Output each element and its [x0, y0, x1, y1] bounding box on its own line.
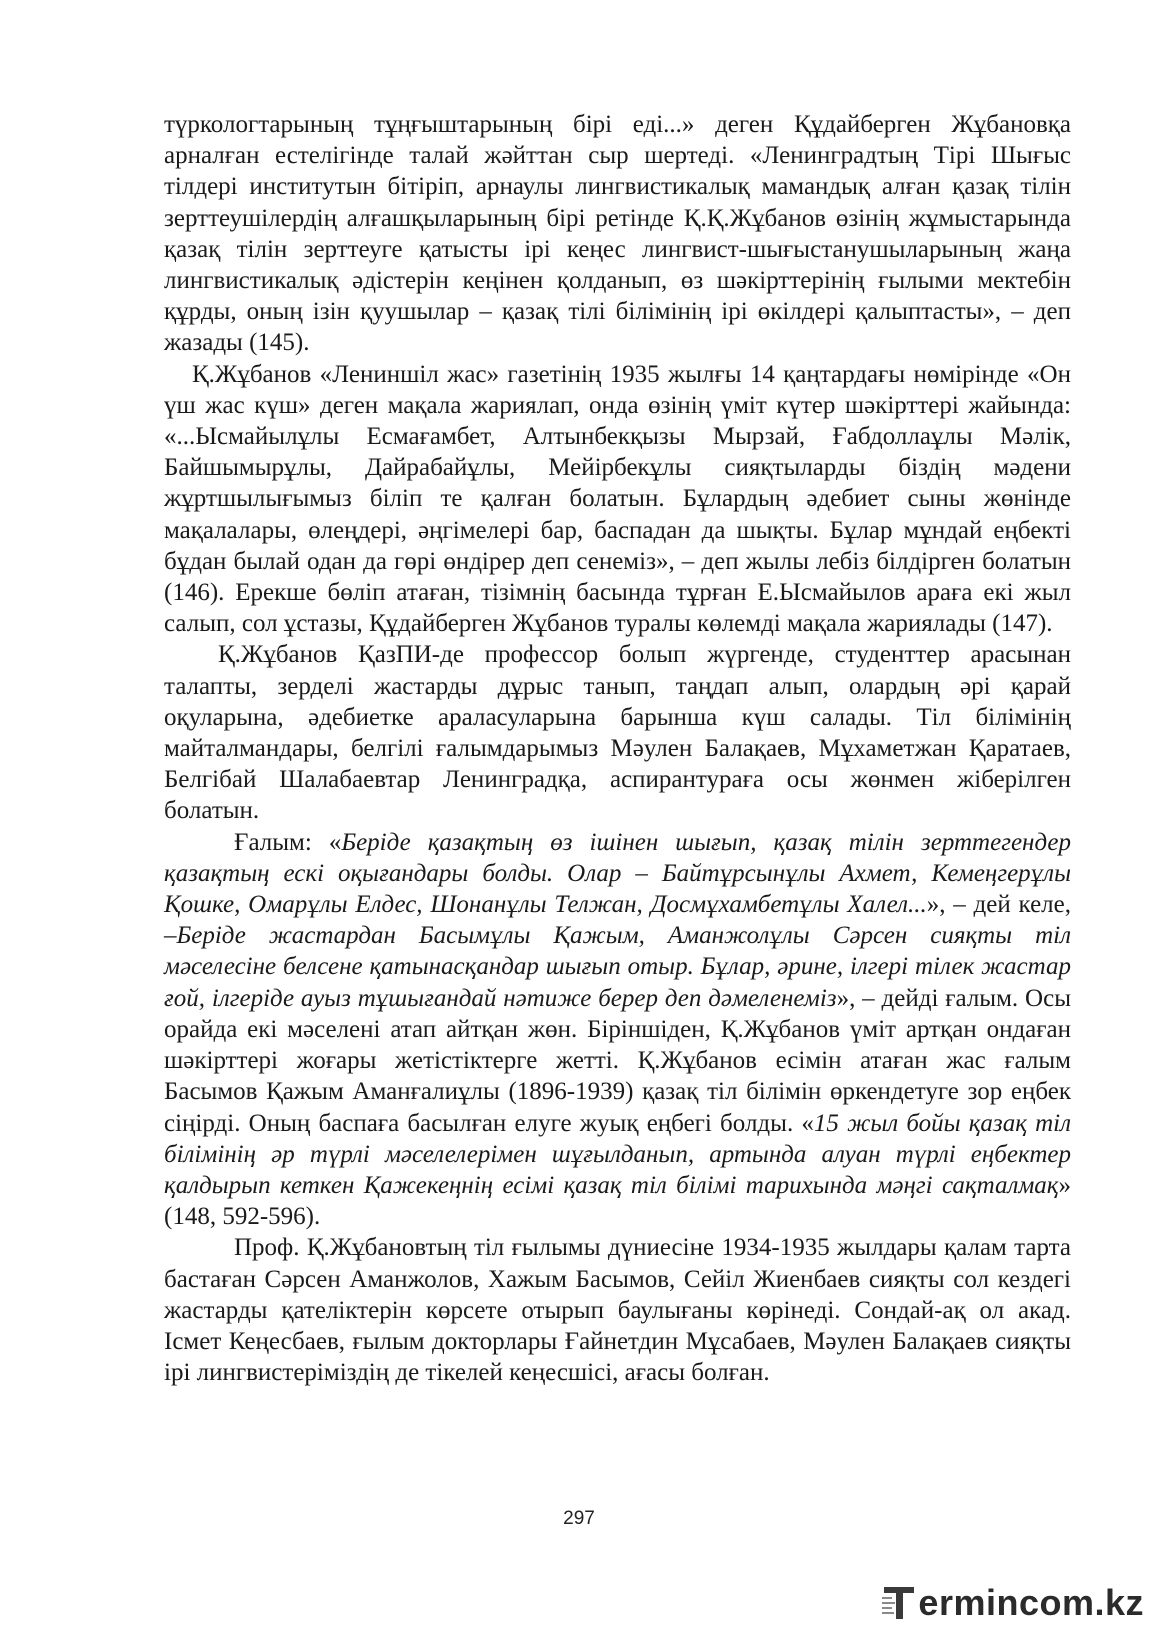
page-body-text [164, 109, 1071, 1388]
termincom-watermark [880, 1578, 1144, 1628]
watermark-text: ermincom.kz [918, 1582, 1144, 1623]
text-segment: Ғалым: « [234, 828, 342, 856]
termincom-logo-icon [880, 1583, 920, 1623]
text-segment: » (148, 592-596). [164, 1171, 1071, 1231]
paragraph: Проф. Қ.Жұбановтың тіл ғылымы дүниесіне 1934-1935 жылдары қалам тарта бастаған Сәрсен Аманжолов, Хажым Басымов, Сейіл Жиенбаев сияқты сол кездегі жастарды қателіктерін көрсете отырып баулығаны көрінеді. Сондай-ақ ол акад. Ісмет Кеңесбаев, ғылым докторлары Ғайнетдин Мұсабаев, Мәулен Балақаев сияқты ірі лингвистеріміздің де тікелей кеңесшісі, ағасы болған. [164, 1234, 1071, 1387]
italic-quote: 15 жыл бойы қазақ тіл білімінің әр түрлі мәселелерімен шұғылданып, артында алуан түрлі еңбектер қалдырып кеткен Қажекеңнің есімі қазақ тіл білімі тарихында мәңгі сақталмақ [164, 1109, 1071, 1199]
text-segment: », – дей келе, – [164, 891, 1071, 950]
text-segment: », – дейді ғалым. Осы орайда екі мәселені атап айтқан жөн. Біріншіден, Қ.Жұбанов үміт артқан ондаған шәкірттері жоғары жетістіктерге жетті. Қ.Жұбанов есімін атаған жас ғалым Басымов Қажым Аманғалиұлы (1896-1939) қазақ тіл білімін өркендетуге зор еңбек сіңірді. Оның баспаға басылған елуге жуық еңбегі болды. « [164, 984, 1071, 1137]
paragraph: Қ.Жұбанов «Лениншіл жас» газетінің 1935 жылғы 14 қаңтардағы нөмірінде «Он үш жас күш» деген мақала жариялап, онда өзінің үміт күтер шәкірттері жайында: «...Ысмайылұлы Есмағамбет, Алтынбекқызы Мырзай, Ғабдоллаұлы Мәлік, Байшымырұлы, Дайрабайұлы, Мейірбекұлы сияқтыларды біздің мәдени жұртшылығымыз біліп те қалған болатын. Бұлардың әдебиет сыны жөнінде мақалалары, өлеңдері, әңгімелері бар, баспадан да шықты. Бұлар мұндай еңбекті бұдан былай одан да гөрі өндірер деп сенеміз», – деп жылы лебіз білдірген болатын (146). Ерекше бөліп атаған, тізімнің басында тұрған Е.Ысмайылов араға екі жыл салып, сол ұстазы, Құдайберген Жұбанов туралы көлемді мақала жариялады (147). [164, 360, 1071, 638]
italic-quote: Беріде жастардан Басымұлы Қажым, Аманжолұлы Сәрсен сияқты тіл мәселесіне белсене қатынасқандар шығып отыр. Бұлар, әрине, ілгері тілек жастар ғой, ілгеріде ауыз тұшығандай нәтиже берер деп дәмеленеміз [164, 922, 1071, 1012]
paragraph: түркологтарының тұңғыштарының бірі еді...» деген Құдайберген Жұбановқа арналған естелігінде талай жәйттан сыр шертеді. «Ленинградтың Тірі Шығыс тілдері институтын бітіріп, арнаулы лингвистикалық мамандық алған қазақ тілін зерттеушілердің алғашқыларының бірі ретінде Қ.Қ.Жұбанов өзінің жұмыстарында қазақ тілін зерттеуге қатысты ірі кеңес лингвист-шығыстанушыларының жаңа лингвистикалық әдістерін кеңінен қолданып, өз шәкірттерінің ғылыми мектебін құрды, оның ізін қуушылар – қазақ тілі білімінің ірі өкілдері қалыптасты», – деп жазады (145). [164, 111, 1071, 357]
paragraph: Қ.Жұбанов ҚазПИ-де профессор болып жүргенде, студенттер арасынан талапты, зерделі жастарды дұрыс танып, таңдап алып, олардың әрі қарай оқуларына, әдебиетке араласуларына барынша күш салады. Тіл білімінің майталмандары, белгілі ғалымдарымыз Мәулен Балақаев, Мұхаметжан Қаратаев, Белгібай Шалабаевтар Ленинградқа, аспирантураға осы жөнмен жіберілген болатын. [164, 641, 1071, 825]
paragraph [164, 827, 1071, 1233]
italic-quote: Беріде қазақтың өз ішінен шығып, қазақ тілін зерттегендер қазақтың ескі оқығандары болды. Олар – Байтұрсынұлы Ахмет, Кемеңгерұлы Қошке, Омарұлы Елдес, Шонанұлы Телжан, Досмұхамбетұлы Халел... [164, 828, 1071, 919]
page-number: 297 [563, 1508, 595, 1529]
